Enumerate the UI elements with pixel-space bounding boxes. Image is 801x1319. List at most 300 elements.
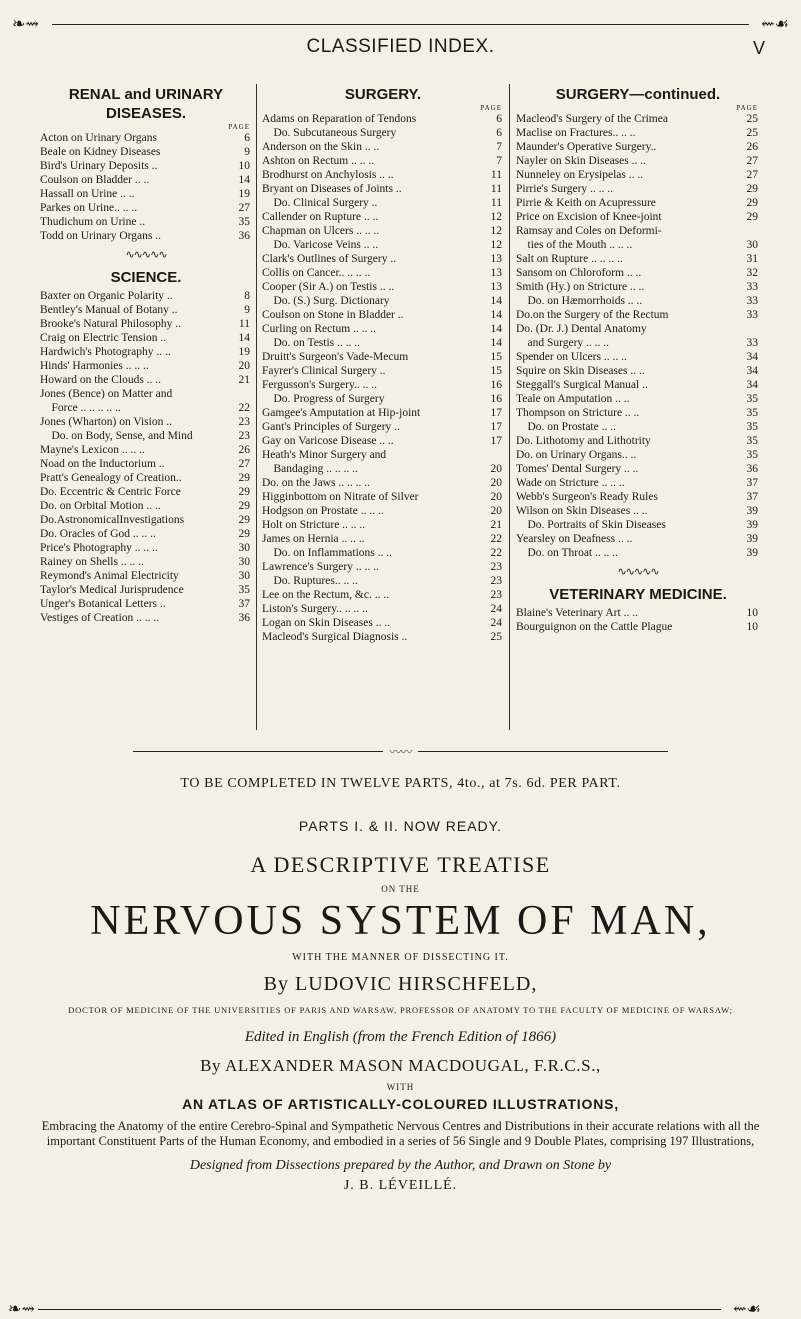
entry-page-number: 16 xyxy=(490,393,502,405)
entry-page-number: 35 xyxy=(746,393,758,405)
index-entry xyxy=(516,112,760,126)
entry-title: Baxter on Organic Polarity .. xyxy=(40,290,173,302)
entry-title: Holt on Stricture .. .. .. xyxy=(262,519,366,531)
entry-page-number: 20 xyxy=(490,491,502,503)
index-entry xyxy=(516,620,760,634)
index-entry xyxy=(516,308,760,322)
entry-title: Do. Oracles of God .. .. .. xyxy=(40,528,156,540)
entry-page-number: 15 xyxy=(490,351,502,363)
index-entry xyxy=(40,215,252,229)
entry-title: Force .. .. .. .. .. xyxy=(40,402,121,414)
section-ornament-icon: ∿∿∿∿∿ xyxy=(125,249,167,261)
index-entry xyxy=(516,224,760,238)
entry-page-number: 11 xyxy=(490,169,502,181)
entry-title: Collis on Cancer.. .. .. .. xyxy=(262,267,371,279)
entry-page-number: 9 xyxy=(244,304,250,316)
index-entry xyxy=(262,392,504,406)
entry-page-number: 30 xyxy=(746,239,758,251)
advert-artist: J. B. LÉVEILLÉ. xyxy=(343,1178,458,1193)
entry-title: Bourguignon on the Cattle Plague xyxy=(516,621,673,633)
advert-treatise-heading: A DESCRIPTIVE TREATISE xyxy=(250,852,551,877)
entry-title: Do. Subcutaneous Surgery xyxy=(262,127,397,139)
entry-title: Salt on Rupture .. .. .. .. xyxy=(516,253,623,265)
index-entry xyxy=(516,490,760,504)
entry-title: Do. on the Jaws .. .. .. .. xyxy=(262,477,370,489)
bottom-rule-line xyxy=(38,1309,721,1310)
index-entry xyxy=(40,317,252,331)
entry-title: Macleod's Surgical Diagnosis .. xyxy=(262,631,408,643)
science-entry-list xyxy=(40,289,252,625)
entry-title: Pirrie & Keith on Acupressure xyxy=(516,197,656,209)
index-entry xyxy=(516,238,760,252)
entry-title: Blaine's Veterinary Art .. .. xyxy=(516,607,638,619)
entry-page-number: 23 xyxy=(238,416,250,428)
entry-title: Spender on Ulcers .. .. .. xyxy=(516,351,627,363)
advert-subtitle: WITH THE MANNER OF DISSECTING IT. xyxy=(292,952,509,963)
entry-page-number: 7 xyxy=(496,141,502,153)
index-entry xyxy=(262,462,504,476)
page-number: V xyxy=(752,38,765,58)
top-ornamental-rule xyxy=(12,14,789,36)
index-entry xyxy=(262,294,504,308)
entry-title: Bird's Urinary Deposits .. xyxy=(40,160,158,172)
index-entry xyxy=(40,457,252,471)
entry-page-number: 33 xyxy=(746,337,758,349)
entry-title: Do. Lithotomy and Lithotrity xyxy=(516,435,651,447)
entry-title: Teale on Amputation .. .. xyxy=(516,393,630,405)
entry-title: Squire on Skin Diseases .. .. xyxy=(516,365,645,377)
index-entry xyxy=(262,448,504,462)
index-entry xyxy=(40,131,252,145)
entry-page-number: 25 xyxy=(746,127,758,139)
index-entry xyxy=(40,387,252,401)
index-entry xyxy=(262,420,504,434)
entry-title: Gamgee's Amputation at Hip-joint xyxy=(262,407,421,419)
index-entry xyxy=(40,429,252,443)
section-heading-renal: RENAL and URINARY xyxy=(68,86,224,103)
entry-page-number: 34 xyxy=(746,351,758,363)
entry-page-number: 23 xyxy=(238,430,250,442)
entry-page-number: 33 xyxy=(746,309,758,321)
index-entry xyxy=(516,364,760,378)
index-entry xyxy=(516,182,760,196)
index-entry xyxy=(262,518,504,532)
divider-flourish-icon: 〰〰 xyxy=(389,744,412,759)
entry-title: Todd on Urinary Organs .. xyxy=(40,230,161,242)
entry-page-number: 30 xyxy=(238,542,250,554)
entry-page-number: 29 xyxy=(238,486,250,498)
entry-page-number: 29 xyxy=(238,514,250,526)
entry-title: Bryant on Diseases of Joints .. xyxy=(262,183,402,195)
index-entry xyxy=(40,485,252,499)
book-advertisement xyxy=(20,776,781,1194)
index-entry xyxy=(40,499,252,513)
entry-title: Do. (Dr. J.) Dental Anatomy xyxy=(516,323,647,335)
entry-page-number: 26 xyxy=(746,141,758,153)
entry-title: Bandaging .. .. .. .. xyxy=(262,463,358,475)
entry-page-number: 23 xyxy=(490,575,502,587)
index-entry xyxy=(40,359,252,373)
entry-page-number: 35 xyxy=(746,435,758,447)
entry-title: Vestiges of Creation .. .. .. xyxy=(40,612,160,624)
entry-title: Fayrer's Clinical Surgery .. xyxy=(262,365,386,377)
entry-page-number: 22 xyxy=(490,533,502,545)
entry-page-number: 32 xyxy=(746,267,758,279)
section-heading-surgery-continued: SURGERY—continued. xyxy=(555,86,721,103)
entry-title: Pratt's Genealogy of Creation.. xyxy=(40,472,182,484)
index-entry xyxy=(516,168,760,182)
divider-line xyxy=(418,751,668,752)
entry-title: Do. Ruptures.. .. .. xyxy=(262,575,358,587)
entry-title: Fergusson's Surgery.. .. .. xyxy=(262,379,377,391)
index-entry xyxy=(40,401,252,415)
left-flourish-icon: ❧⇝ xyxy=(8,1301,35,1318)
entry-page-number: 14 xyxy=(490,337,502,349)
entry-title: Anderson on the Skin .. .. xyxy=(262,141,380,153)
bottom-ornamental-rule xyxy=(8,1303,761,1317)
index-entry xyxy=(262,308,504,322)
page-column-label: PAGE xyxy=(736,104,758,112)
entry-page-number: 9 xyxy=(244,146,250,158)
index-entry xyxy=(516,434,760,448)
entry-title: Do. Progress of Surgery xyxy=(262,393,385,405)
advert-with: WITH xyxy=(386,1082,415,1092)
index-entry xyxy=(262,574,504,588)
entry-title: Do.on the Surgery of the Rectum xyxy=(516,309,669,321)
index-columns xyxy=(40,84,760,730)
entry-title: Do. Portraits of Skin Diseases xyxy=(516,519,666,531)
entry-title: Price on Excision of Knee-joint xyxy=(516,211,662,223)
entry-page-number: 16 xyxy=(490,379,502,391)
entry-page-number: 34 xyxy=(746,379,758,391)
entry-title: Do. on Inflammations .. .. xyxy=(262,547,392,559)
entry-title: Nayler on Skin Diseases .. .. xyxy=(516,155,646,167)
index-entry xyxy=(40,229,252,243)
entry-page-number: 35 xyxy=(746,407,758,419)
entry-page-number: 39 xyxy=(746,547,758,559)
entry-page-number: 11 xyxy=(490,197,502,209)
entry-title: Unger's Botanical Letters .. xyxy=(40,598,166,610)
entry-page-number: 37 xyxy=(238,598,250,610)
entry-title: Mayne's Lexicon .. .. .. xyxy=(40,444,145,456)
index-entry xyxy=(516,518,760,532)
entry-title: Maclise on Fractures.. .. .. xyxy=(516,127,636,139)
entry-page-number: 27 xyxy=(746,155,758,167)
entry-page-number: 29 xyxy=(238,528,250,540)
index-entry xyxy=(516,210,760,224)
index-entry xyxy=(262,504,504,518)
entry-page-number: 30 xyxy=(238,570,250,582)
entry-title: ties of the Mouth .. .. .. xyxy=(516,239,633,251)
entry-title: Gay on Varicose Disease .. .. xyxy=(262,435,394,447)
entry-title: Webb's Surgeon's Ready Rules xyxy=(516,491,658,503)
entry-page-number: 24 xyxy=(490,617,502,629)
page-column-label: PAGE xyxy=(480,104,502,112)
entry-title: Ramsay and Coles on Deformi- xyxy=(516,225,662,237)
entry-title: and Surgery .. .. .. xyxy=(516,337,610,349)
entry-page-number: 29 xyxy=(746,211,758,223)
section-heading-surgery: SURGERY. xyxy=(344,86,422,103)
index-entry xyxy=(516,606,760,620)
index-entry xyxy=(40,443,252,457)
index-entry xyxy=(262,280,504,294)
entry-page-number: 12 xyxy=(490,211,502,223)
entry-page-number: 20 xyxy=(490,477,502,489)
entry-title: Chapman on Ulcers .. .. .. xyxy=(262,225,380,237)
entry-title: Noad on the Inductorium .. xyxy=(40,458,165,470)
entry-page-number: 19 xyxy=(238,346,250,358)
entry-title: Bentley's Manual of Botany .. xyxy=(40,304,178,316)
index-entry xyxy=(262,560,504,574)
entry-title: Craig on Electric Tension .. xyxy=(40,332,167,344)
entry-title: Macleod's Surgery of the Crimea xyxy=(516,113,668,125)
entry-title: Wilson on Skin Diseases .. .. xyxy=(516,505,648,517)
divider-line xyxy=(133,751,383,752)
index-entry xyxy=(262,630,504,644)
entry-title: Yearsley on Deafness .. .. xyxy=(516,533,633,545)
entry-page-number: 27 xyxy=(746,169,758,181)
index-entry xyxy=(262,126,504,140)
entry-page-number: 6 xyxy=(496,127,502,139)
entry-title: Hardwich's Photography .. .. xyxy=(40,346,171,358)
index-entry xyxy=(516,378,760,392)
entry-page-number: 36 xyxy=(238,230,250,242)
entry-page-number: 21 xyxy=(490,519,502,531)
entry-title: Do.AstronomicalInvestigations xyxy=(40,514,185,526)
entry-page-number: 37 xyxy=(746,491,758,503)
entry-page-number: 23 xyxy=(490,589,502,601)
entry-page-number: 25 xyxy=(746,113,758,125)
entry-page-number: 39 xyxy=(746,505,758,517)
entry-title: Coulson on Bladder .. .. xyxy=(40,174,150,186)
entry-title: Sansom on Chloroform .. .. xyxy=(516,267,642,279)
section-heading-science: SCIENCE. xyxy=(110,269,182,286)
index-entry xyxy=(516,476,760,490)
entry-title: Do. (S.) Surg. Dictionary xyxy=(262,295,390,307)
index-entry xyxy=(262,476,504,490)
entry-title: Hassall on Urine .. .. xyxy=(40,188,135,200)
entry-page-number: 29 xyxy=(746,197,758,209)
entry-title: Acton on Urinary Organs xyxy=(40,132,157,144)
index-entry xyxy=(516,420,760,434)
advert-book-title: NERVOUS SYSTEM OF MAN, xyxy=(90,898,711,944)
index-entry xyxy=(516,322,760,336)
advert-atlas: AN ATLAS OF ARTISTICALLY-COLOURED ILLUSTRATIONS, xyxy=(182,1096,619,1112)
advert-author: By LUDOVIC HIRSCHFELD, xyxy=(263,973,538,995)
index-entry xyxy=(262,434,504,448)
advert-author-credentials: DOCTOR OF MEDICINE OF THE UNIVERSITIES OF PARIS AND WARSAW, PROFESSOR OF ANATOMY TO THE FACULTY OF MEDICINE OF WARSAW; xyxy=(68,1005,733,1015)
entry-page-number: 14 xyxy=(490,323,502,335)
right-flourish-icon: ⇜☙ xyxy=(733,1301,761,1318)
page-title: CLASSIFIED INDEX. xyxy=(306,36,495,57)
entry-page-number: 27 xyxy=(238,202,250,214)
index-entry xyxy=(40,415,252,429)
index-entry xyxy=(516,154,760,168)
index-entry xyxy=(262,168,504,182)
entry-page-number: 29 xyxy=(238,500,250,512)
entry-title: Higginbottom on Nitrate of Silver xyxy=(262,491,419,503)
entry-page-number: 30 xyxy=(238,556,250,568)
entry-page-number: 39 xyxy=(746,533,758,545)
entry-page-number: 22 xyxy=(490,547,502,559)
index-entry xyxy=(262,546,504,560)
entry-page-number: 13 xyxy=(490,267,502,279)
entry-page-number: 10 xyxy=(746,621,758,633)
index-entry xyxy=(262,378,504,392)
entry-title: Do. on Hæmorrhoids .. .. xyxy=(516,295,643,307)
entry-title: Do. Clinical Surgery .. xyxy=(262,197,378,209)
index-entry xyxy=(40,201,252,215)
entry-page-number: 35 xyxy=(238,216,250,228)
index-entry xyxy=(40,331,252,345)
index-entry xyxy=(262,252,504,266)
entry-page-number: 20 xyxy=(490,463,502,475)
entry-page-number: 13 xyxy=(490,253,502,265)
index-entry xyxy=(516,196,760,210)
entry-page-number: 21 xyxy=(238,374,250,386)
index-entry xyxy=(516,462,760,476)
entry-page-number: 35 xyxy=(746,421,758,433)
index-entry xyxy=(516,126,760,140)
index-entry xyxy=(516,546,760,560)
advert-designed-note: Designed from Dissections prepared by the Author, and Drawn on Stone by xyxy=(189,1158,612,1173)
entry-title: Do. Eccentric & Centric Force xyxy=(40,486,181,498)
index-entry xyxy=(516,336,760,350)
entry-title: Curling on Rectum .. .. .. xyxy=(262,323,377,335)
entry-title: Reymond's Animal Electricity xyxy=(40,570,179,582)
entry-page-number: 15 xyxy=(490,365,502,377)
entry-page-number: 36 xyxy=(746,463,758,475)
advert-description: Embracing the Anatomy of the entire Cerebro-Spinal and Sympathetic Nervous Centres and Distributions in their accurate relations with all the important Constituent Parts of the Human Economy, and embodied in a series of 56 Single and 9 Double Plates, comprising 197 Illustrations, xyxy=(41,1119,760,1148)
entry-page-number: 11 xyxy=(238,318,250,330)
entry-page-number: 24 xyxy=(490,603,502,615)
entry-title: Beale on Kidney Diseases xyxy=(40,146,161,158)
entry-title: Price's Photography .. .. .. xyxy=(40,542,158,554)
entry-page-number: 6 xyxy=(244,132,250,144)
entry-page-number: 10 xyxy=(238,160,250,172)
index-entry xyxy=(40,611,252,625)
index-entry xyxy=(262,336,504,350)
index-entry xyxy=(262,210,504,224)
entry-page-number: 33 xyxy=(746,281,758,293)
entry-page-number: 20 xyxy=(238,360,250,372)
entry-page-number: 22 xyxy=(238,402,250,414)
index-entry xyxy=(516,532,760,546)
entry-title: Maunder's Operative Surgery.. xyxy=(516,141,657,153)
entry-title: Do. on Body, Sense, and Mind xyxy=(40,430,193,442)
index-entry xyxy=(262,224,504,238)
entry-page-number: 23 xyxy=(490,561,502,573)
entry-page-number: 37 xyxy=(746,477,758,489)
index-entry xyxy=(262,140,504,154)
index-entry xyxy=(516,280,760,294)
advert-editor: By ALEXANDER MASON MACDOUGAL, F.R.C.S., xyxy=(200,1056,601,1075)
entry-title: Do. on Throat .. .. .. xyxy=(516,547,619,559)
renal-entry-list xyxy=(40,131,252,243)
index-entry xyxy=(262,532,504,546)
entry-title: Pirrie's Surgery .. .. .. xyxy=(516,183,614,195)
column-divider xyxy=(509,84,510,730)
entry-title: Do. on Urinary Organs.. .. xyxy=(516,449,637,461)
index-entry xyxy=(516,448,760,462)
entry-title: Do. on Testis .. .. .. xyxy=(262,337,361,349)
entry-page-number: 26 xyxy=(238,444,250,456)
index-entry xyxy=(262,490,504,504)
entry-page-number: 39 xyxy=(746,519,758,531)
entry-title: Clark's Outlines of Surgery .. xyxy=(262,253,397,265)
index-entry xyxy=(40,373,252,387)
index-entry xyxy=(262,602,504,616)
entry-page-number: 12 xyxy=(490,239,502,251)
entry-page-number: 29 xyxy=(746,183,758,195)
advert-edited-note: Edited in English (from the French Edition of 1866) xyxy=(244,1029,557,1045)
entry-title: Jones (Bence) on Matter and xyxy=(40,388,173,400)
column-surgery-continued xyxy=(516,84,760,730)
entry-page-number: 20 xyxy=(490,505,502,517)
entry-title: Do. on Prostate .. .. xyxy=(516,421,616,433)
index-entry xyxy=(262,588,504,602)
entry-title: Parkes on Urine.. .. .. xyxy=(40,202,138,214)
entry-page-number: 8 xyxy=(244,290,250,302)
index-entry xyxy=(262,322,504,336)
index-entry xyxy=(516,266,760,280)
entry-title: Coulson on Stone in Bladder .. xyxy=(262,309,404,321)
entry-page-number: 14 xyxy=(238,332,250,344)
entry-page-number: 10 xyxy=(746,607,758,619)
entry-title: Hinds' Harmonies .. .. .. xyxy=(40,360,149,372)
index-entry xyxy=(40,187,252,201)
entry-title: Thompson on Stricture .. .. xyxy=(516,407,640,419)
index-entry xyxy=(40,541,252,555)
index-entry xyxy=(262,112,504,126)
index-entry xyxy=(262,182,504,196)
entry-page-number: 13 xyxy=(490,281,502,293)
index-entry xyxy=(262,350,504,364)
entry-title: Hodgson on Prostate .. .. .. xyxy=(262,505,384,517)
entry-page-number: 14 xyxy=(238,174,250,186)
entry-title: Brodhurst on Anchylosis .. .. xyxy=(262,169,394,181)
entry-title: Liston's Surgery.. .. .. .. xyxy=(262,603,368,615)
entry-title: Callender on Rupture .. .. xyxy=(262,211,379,223)
entry-title: Jones (Wharton) on Vision .. xyxy=(40,416,172,428)
top-rule-line xyxy=(52,24,749,25)
entry-title: Adams on Reparation of Tendons xyxy=(262,113,417,125)
entry-title: Rainey on Shells .. .. .. xyxy=(40,556,144,568)
index-entry xyxy=(40,159,252,173)
index-entry xyxy=(40,569,252,583)
section-heading-renal-line2: DISEASES. xyxy=(105,105,187,122)
entry-title: Nunneley on Erysipelas .. .. xyxy=(516,169,644,181)
index-entry xyxy=(516,392,760,406)
index-entry xyxy=(40,173,252,187)
entry-title: Gant's Principles of Surgery .. xyxy=(262,421,400,433)
entry-page-number: 12 xyxy=(490,225,502,237)
entry-title: Do. on Orbital Motion .. .. xyxy=(40,500,161,512)
index-entry xyxy=(40,303,252,317)
right-flourish-icon: ⇜☙ xyxy=(761,16,789,33)
entry-page-number: 14 xyxy=(490,295,502,307)
index-entry xyxy=(262,238,504,252)
entry-title: Lee on the Rectum, &c. .. .. xyxy=(262,589,390,601)
entry-page-number: 34 xyxy=(746,365,758,377)
entry-title: Cooper (Sir A.) on Testis .. .. xyxy=(262,281,395,293)
column-surgery xyxy=(262,84,504,730)
advert-on-the: ON THE xyxy=(381,884,420,894)
index-entry xyxy=(262,266,504,280)
index-entry xyxy=(40,583,252,597)
entry-title: Logan on Skin Diseases .. .. xyxy=(262,617,391,629)
index-entry xyxy=(262,406,504,420)
